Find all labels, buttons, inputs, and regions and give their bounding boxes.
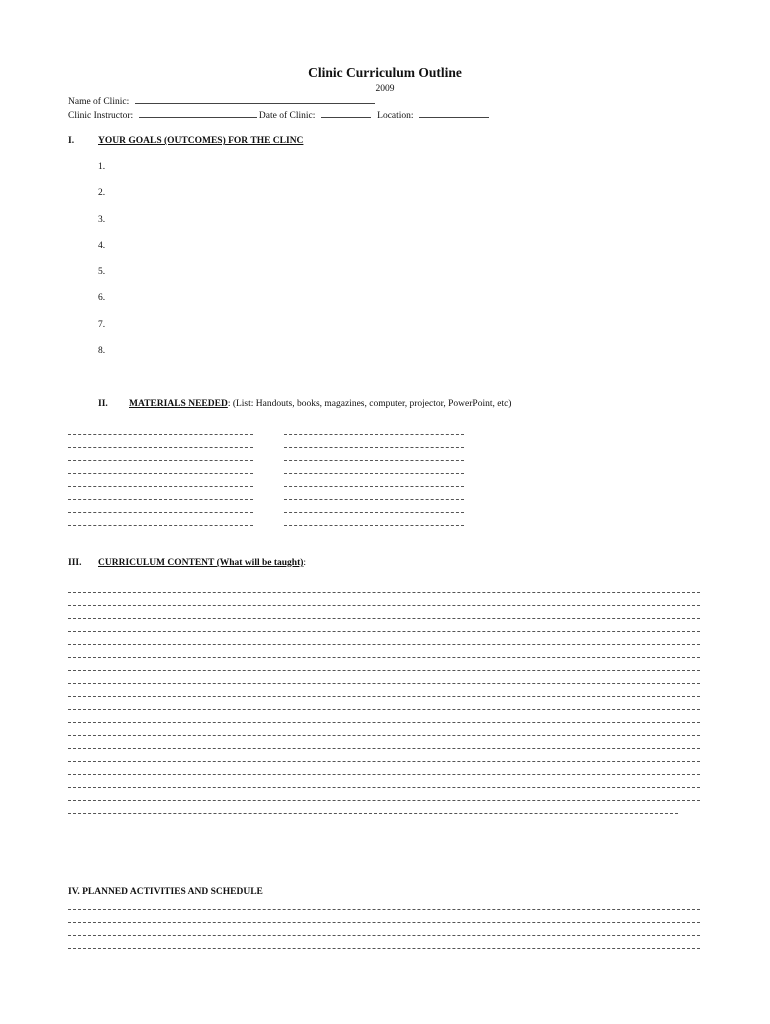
page-title: Clinic Curriculum Outline <box>308 65 462 80</box>
blank-line[interactable] <box>68 948 700 949</box>
blank-line[interactable] <box>68 922 700 923</box>
blank-line[interactable] <box>68 909 700 910</box>
blank-line[interactable] <box>68 460 253 461</box>
blank-line[interactable] <box>68 748 700 749</box>
goal-item: 2. <box>98 188 106 198</box>
blank-line[interactable] <box>284 434 464 435</box>
clinic-name-row <box>68 95 375 107</box>
blank-line[interactable] <box>68 709 700 710</box>
blank-line[interactable] <box>284 460 464 461</box>
clinic-name-label: Name of Clinic: <box>68 97 130 107</box>
blank-line[interactable] <box>68 696 700 697</box>
section1-numeral: I. <box>68 136 75 146</box>
blank-line[interactable] <box>68 486 253 487</box>
location-field[interactable] <box>419 109 489 118</box>
goal-item: 5. <box>98 267 106 277</box>
blank-line[interactable] <box>68 683 700 684</box>
date-label: Date of Clinic: <box>258 111 316 121</box>
blank-line[interactable] <box>68 499 253 500</box>
section1-heading: YOUR GOALS (OUTCOMES) FOR THE CLINC <box>98 136 304 146</box>
blank-line[interactable] <box>68 722 700 723</box>
goal-item: 4. <box>98 241 106 251</box>
blank-line[interactable] <box>68 670 700 671</box>
blank-line[interactable] <box>68 935 700 936</box>
section2-heading-row <box>129 399 511 409</box>
blank-line[interactable] <box>68 774 700 775</box>
date-field[interactable] <box>321 109 371 118</box>
section2-heading: MATERIALS NEEDED <box>129 399 228 409</box>
goal-item: 1. <box>98 162 106 172</box>
blank-line[interactable] <box>284 473 464 474</box>
blank-line[interactable] <box>68 447 253 448</box>
clinic-name-field[interactable] <box>135 95 375 104</box>
blank-line[interactable] <box>68 512 253 513</box>
blank-line[interactable] <box>68 800 700 801</box>
blank-line[interactable] <box>284 525 464 526</box>
blank-line[interactable] <box>68 657 700 658</box>
instructor-label: Clinic Instructor: <box>68 111 134 121</box>
blank-line[interactable] <box>284 512 464 513</box>
blank-line[interactable] <box>68 631 700 632</box>
location-label: Location: <box>377 111 414 121</box>
goal-item: 3. <box>98 215 106 225</box>
blank-line[interactable] <box>68 644 700 645</box>
section4-heading: IV. PLANNED ACTIVITIES AND SCHEDULE <box>68 887 263 897</box>
goal-item: 8. <box>98 346 106 356</box>
blank-line[interactable] <box>68 761 700 762</box>
page-year: 2009 <box>375 84 395 94</box>
blank-line[interactable] <box>68 434 253 435</box>
blank-line[interactable] <box>68 525 253 526</box>
goal-item: 7. <box>98 320 106 330</box>
blank-line[interactable] <box>68 787 700 788</box>
blank-line[interactable] <box>68 813 678 814</box>
section2-numeral: II. <box>98 399 108 409</box>
blank-line[interactable] <box>68 735 700 736</box>
blank-line[interactable] <box>284 499 464 500</box>
blank-line[interactable] <box>68 473 253 474</box>
instructor-field[interactable] <box>139 109 257 118</box>
section3-heading-row <box>98 558 306 568</box>
instructor-row <box>68 109 489 121</box>
section2-note: : (List: Handouts, books, magazines, computer, projector, PowerPoint, etc) <box>227 399 512 409</box>
section3-suffix: : <box>303 558 307 568</box>
blank-line[interactable] <box>284 447 464 448</box>
blank-line[interactable] <box>68 592 700 593</box>
blank-line[interactable] <box>284 486 464 487</box>
section3-numeral: III. <box>68 558 82 568</box>
blank-line[interactable] <box>68 605 700 606</box>
blank-line[interactable] <box>68 618 700 619</box>
section3-heading: CURRICULUM CONTENT (What will be taught) <box>98 558 304 568</box>
goal-item: 6. <box>98 293 106 303</box>
